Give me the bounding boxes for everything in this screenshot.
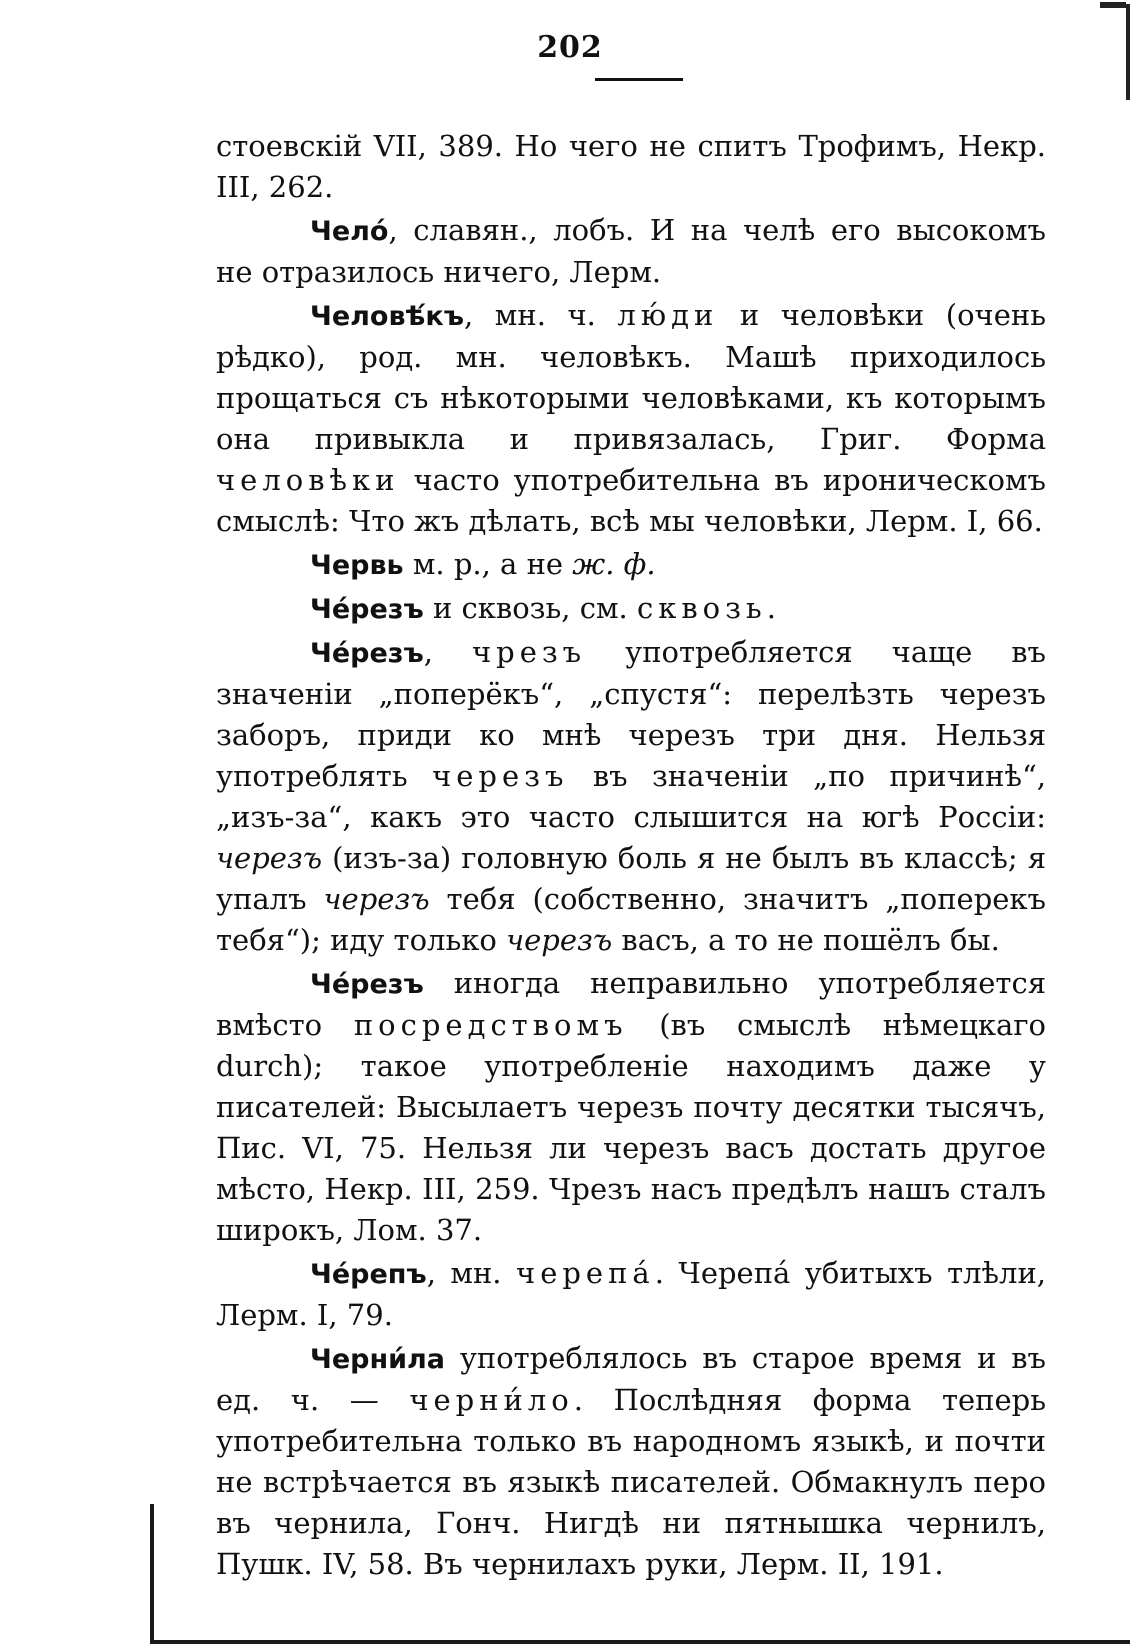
entry-chelo	[216, 210, 1046, 293]
text-segment: .	[766, 591, 776, 625]
spaced-word: черезъ	[432, 759, 569, 793]
scan-edge-top-mark	[1100, 2, 1126, 8]
italic-word: черезъ	[216, 841, 323, 875]
text-segment: и сквозь, см.	[423, 591, 637, 625]
text-segment: , мн.	[426, 1256, 517, 1290]
italic-word: черезъ	[323, 882, 430, 916]
entry-cherep	[216, 1253, 1046, 1336]
text-segment: . Послѣдняя форма теперь употребительна только въ народномъ языкѣ, и почти не встрѣчается въ языкѣ писателей. Обмакнулъ перо въ чернила, Гонч. Нигдѣ ни пятнышка чернилъ, Пушк. IV, 58. Въ чернилахъ руки, Лерм. II, 191.	[216, 1383, 1046, 1581]
text-segment: стоевскій VII, 389. Но чего не спитъ Трофимъ, Некр. III, 262.	[216, 129, 1046, 204]
text-segment: тебя (собственно, значитъ „поперекъ тебя“); иду только	[216, 882, 1046, 957]
spaced-word: сквозь	[636, 591, 767, 625]
spaced-word: чрезъ	[471, 635, 587, 669]
text-segment: (въ смыслѣ нѣмецкаго durch); такое употребленіе находимъ даже у писателей: Высылаетъ черезъ почту десятки тысячъ, Пис. VI, 75. Нельзя ли черезъ васъ достать другое мѣсто, Некр. III, 259. Чрезъ насъ предѣлъ нашъ сталъ широкъ, Лом. 37.	[216, 1008, 1047, 1247]
page-number-underline	[595, 78, 683, 81]
spaced-word: лю́ди	[617, 298, 719, 332]
italic-word: черезъ	[506, 923, 613, 957]
text-segment: м. р., а не	[403, 547, 573, 581]
text-segment: ,	[423, 635, 472, 669]
entry-cherez-skvoz	[216, 588, 1046, 630]
scan-edge-bottom-mark	[150, 1640, 1130, 1644]
entry-cherez-posredstvom	[216, 963, 1046, 1251]
headword: Че́резъ	[310, 594, 424, 625]
text-segment: , славян., лобъ. И на челѣ его высокомъ не отразилось ничего, Лерм.	[216, 213, 1046, 289]
spaced-word: человѣки	[216, 463, 400, 497]
spaced-word: черепа́	[516, 1256, 655, 1290]
text-segment: и человѣки (очень рѣдко), род. мн. человѣкъ. Машѣ приходилось прощаться съ нѣкоторыми человѣками, къ которымъ она привыкла и привязалась, Григ. Форма	[216, 298, 1046, 456]
headword: Черни́ла	[310, 1344, 446, 1375]
entry-cherez-chrez	[216, 632, 1046, 961]
headword: Червь	[310, 550, 404, 581]
text-segment: (изъ-за) головную боль я не былъ въ классѣ; я упалъ	[216, 841, 1046, 916]
italic-word: ж. ф.	[572, 547, 656, 581]
headword: Че́резъ	[310, 638, 424, 669]
headword: Че́резъ	[310, 969, 424, 1000]
text-segment: употреблялось въ старое время и въ ед. ч. —	[216, 1341, 1046, 1417]
scan-edge-left-mark	[150, 1504, 154, 1644]
text-segment: , мн. ч.	[464, 298, 618, 332]
spaced-word: посредствомъ	[353, 1008, 628, 1042]
entry-chelovek	[216, 295, 1046, 542]
text-segment: употребляется чаще въ значеніи „поперёкъ“, „спустя“: перелѣзть черезъ заборъ, приди ко мнѣ черезъ три дня. Нельзя употреблять	[216, 635, 1047, 793]
paragraph-continuation	[216, 126, 1046, 208]
text-segment: часто употребительна въ ироническомъ смыслѣ: Что жъ дѣлать, всѣ мы человѣки, Лерм. I, 66.	[216, 463, 1046, 538]
text-column	[216, 126, 1046, 1587]
entry-chernila	[216, 1338, 1046, 1585]
text-segment: . Черепа́ убитыхъ тлѣли, Лерм. I, 79.	[216, 1256, 1046, 1332]
headword: Че́репъ	[310, 1259, 427, 1290]
headword: Чело́	[310, 216, 389, 247]
headword: Человѣ́къ	[310, 301, 465, 332]
entry-cherv	[216, 544, 1046, 586]
page-number: 202	[537, 30, 603, 65]
text-segment: иногда неправильно употребляется вмѣсто	[216, 966, 1046, 1042]
text-segment: васъ, а то не пошёлъ бы.	[612, 923, 1000, 957]
spaced-word: черни́ло	[409, 1383, 574, 1417]
text-segment: въ значеніи „по причинѣ“, „изъ-за“, какъ это часто слышится на югѣ Россіи:	[216, 759, 1046, 834]
